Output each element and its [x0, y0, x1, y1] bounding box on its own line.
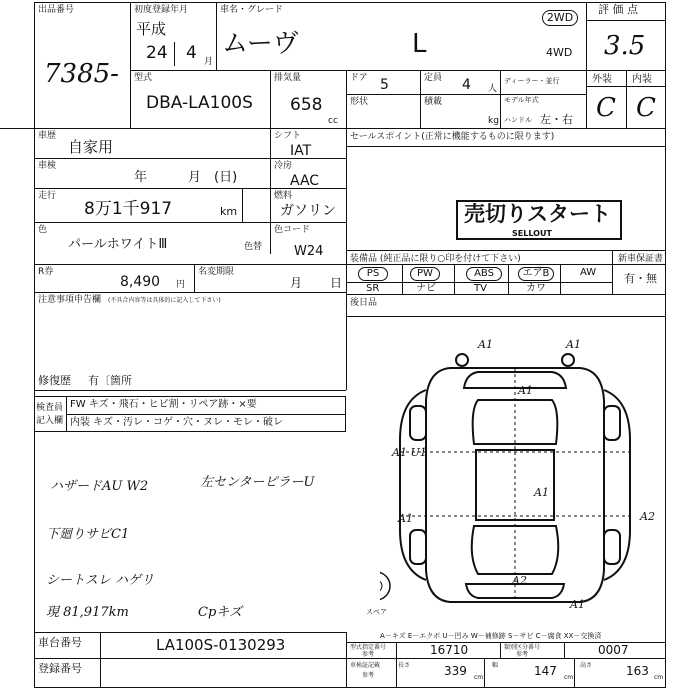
- repair-value: 有〔箇所: [88, 374, 132, 387]
- hw-note-4: 現 81,917km: [46, 605, 129, 620]
- mileage-value: 8万1千917: [84, 199, 173, 219]
- mileage-unit: km: [220, 205, 238, 218]
- name-change-label: 名変期限: [198, 267, 235, 277]
- sales-point-label: セールスポイント(正常に機能するものに限ります): [350, 132, 555, 142]
- hw-note-6: 左センターピラーU: [200, 475, 315, 490]
- hw-note-3: シートスレ ハゲリ: [46, 573, 155, 588]
- mark-3: A1: [518, 384, 533, 397]
- model-year-label: モデル年式: [504, 96, 539, 104]
- warranty-value: 有・無: [624, 272, 657, 285]
- name-change-day: 日: [330, 276, 343, 290]
- door-label: ドア: [350, 73, 368, 83]
- mark-9: A1: [570, 598, 585, 611]
- handle-label: ハンドル: [504, 116, 532, 124]
- inspection-month: 月: [188, 170, 202, 185]
- equip-aw: AW: [580, 267, 597, 278]
- chassis-value: LA100S-0130293: [156, 636, 286, 654]
- first-reg-month: 4: [186, 43, 197, 63]
- reg-no-label: 登録番号: [38, 662, 82, 675]
- height-value: 163: [626, 664, 649, 678]
- model-grade-label: 車名・グレード: [220, 5, 284, 15]
- recycle-label: R券: [38, 267, 54, 277]
- first-reg-month-unit: 月: [204, 57, 214, 67]
- capacity-unit: 人: [488, 84, 498, 94]
- check-row-2: 内装 キズ・汚レ・コゲ・穴・ヌレ・モレ・破レ: [70, 417, 283, 428]
- equip-tv: TV: [474, 283, 487, 294]
- deliver-label: 後日品: [350, 298, 378, 308]
- model-code-label: 型式: [134, 73, 153, 83]
- cooling-value: AAC: [290, 173, 320, 189]
- class-no-label: 類別区分番号: [504, 644, 541, 651]
- hw-note-5: Cpキズ: [198, 605, 243, 620]
- handle-value: 左・右: [540, 113, 573, 126]
- drive-4wd: 4WD: [546, 46, 573, 59]
- mark-8: A2: [512, 574, 527, 587]
- exterior-label: 外装: [592, 74, 612, 85]
- first-reg-year: 24: [146, 43, 168, 63]
- width-label: 幅: [492, 662, 499, 669]
- shift-value: IAT: [290, 143, 312, 159]
- load-unit: kg: [488, 116, 499, 126]
- fuel-label: 燃料: [274, 191, 293, 201]
- displacement-unit: cc: [328, 116, 338, 126]
- dims-ref: 参考: [362, 672, 375, 679]
- class-no-value: 0007: [598, 643, 629, 657]
- interior-label: 内装: [632, 74, 652, 85]
- type-spec-ref: 参考: [362, 651, 375, 658]
- width-unit: cm: [564, 674, 574, 681]
- displacement-label: 排気量: [274, 73, 302, 83]
- model-code: DBA-LA100S: [146, 93, 253, 113]
- color-code-label: 色コード: [274, 225, 311, 235]
- inspection-year: 年: [134, 170, 148, 185]
- dealer-label: ディーラー・並行: [504, 77, 560, 85]
- dims-label: 車検証記載: [350, 662, 381, 669]
- rating-label: 評 価 点: [598, 3, 638, 16]
- lot-number: 7385-: [44, 59, 119, 89]
- repair-label: 修復歴: [38, 374, 71, 387]
- check-row-1: FW キズ・飛石・ヒビ割・リペア跡・×要: [70, 399, 257, 410]
- rating-score: 3.5: [604, 31, 646, 61]
- name-change-month: 月: [290, 276, 303, 290]
- history-label: 車歴: [38, 131, 57, 141]
- capacity-value: 4: [462, 77, 471, 93]
- mark-5: A1: [534, 486, 549, 499]
- equip-pw: PW: [410, 267, 440, 281]
- recycle-value: 8,490: [120, 274, 161, 290]
- lot-label: 出品番号: [38, 5, 75, 15]
- hw-note-1: ハザードAU W2: [50, 479, 149, 494]
- mark-6: A1: [398, 512, 413, 525]
- color-label: 色: [38, 225, 48, 235]
- length-unit: cm: [474, 674, 484, 681]
- model-name: ムーヴ: [222, 29, 299, 59]
- cooling-label: 冷房: [274, 161, 293, 171]
- history-value: 自家用: [68, 138, 114, 156]
- displacement-value: 658: [290, 95, 323, 115]
- sellout-jp: 売切りスタート: [464, 202, 611, 226]
- shape-label: 形状: [350, 97, 369, 107]
- equip-abs: ABS: [466, 267, 502, 281]
- interior-grade: C: [636, 93, 656, 123]
- spare-label: スペア: [366, 608, 387, 616]
- equip-leather: カワ: [526, 283, 546, 294]
- mark-4: A1 U1: [392, 446, 427, 459]
- fuel-value: ガソリン: [280, 203, 336, 219]
- diagram-legend: A－キズ E－エクボ U－凹み W－補修跡 S－サビ C－腐食 XX－交換済: [380, 632, 602, 640]
- hw-note-2: 下廻りサビC1: [46, 527, 130, 542]
- chassis-label: 車台番号: [38, 636, 82, 649]
- mark-2: A1: [566, 338, 581, 351]
- door-value: 5: [380, 77, 389, 93]
- mileage-label: 走行: [38, 191, 57, 201]
- repaint-label: 色替: [244, 242, 263, 252]
- height-label: 高さ: [580, 662, 593, 669]
- inspection-day: (日): [214, 170, 238, 185]
- color-code: W24: [294, 244, 324, 259]
- load-label: 積載: [424, 97, 443, 107]
- equipment-label: 装備品 (純正品に限り○印を付けて下さい): [350, 254, 521, 264]
- mark-7: A2: [640, 510, 655, 523]
- shift-label: シフト: [274, 131, 302, 141]
- type-spec-label: 型式指定番号: [350, 644, 387, 651]
- type-spec-value: 16710: [430, 643, 469, 657]
- check-label-2: 記入欄: [36, 416, 64, 426]
- equip-navi: ナビ: [416, 283, 436, 294]
- notes-label: 注意事項申告欄: [38, 295, 102, 305]
- equip-ps: PS: [358, 267, 388, 281]
- width-value: 147: [534, 664, 557, 678]
- height-unit: cm: [654, 674, 664, 681]
- sellout-en: SELLOUT: [512, 229, 552, 238]
- drive-2wd: 2WD: [542, 10, 578, 26]
- exterior-grade: C: [596, 93, 616, 123]
- length-label: 長さ: [398, 662, 411, 669]
- first-reg-label: 初度登録年月: [134, 5, 189, 15]
- model-grade: L: [412, 29, 427, 59]
- capacity-label: 定員: [424, 73, 443, 83]
- check-label-1: 検査員: [36, 403, 64, 413]
- inspection-label: 車検: [38, 161, 57, 171]
- equip-airbag: エアB: [518, 267, 554, 281]
- class-no-ref: 参考: [516, 651, 529, 658]
- mark-1: A1: [478, 338, 493, 351]
- warranty-label: 新車保証書: [618, 254, 664, 264]
- notes-sub: (不具合内容等は具体的に記入して下さい): [108, 297, 221, 304]
- recycle-unit: 円: [176, 280, 186, 290]
- first-reg-era: 平成: [136, 20, 167, 38]
- color-value: パールホワイトⅢ: [68, 237, 168, 252]
- length-value: 339: [444, 664, 467, 678]
- equip-sr: SR: [366, 283, 380, 294]
